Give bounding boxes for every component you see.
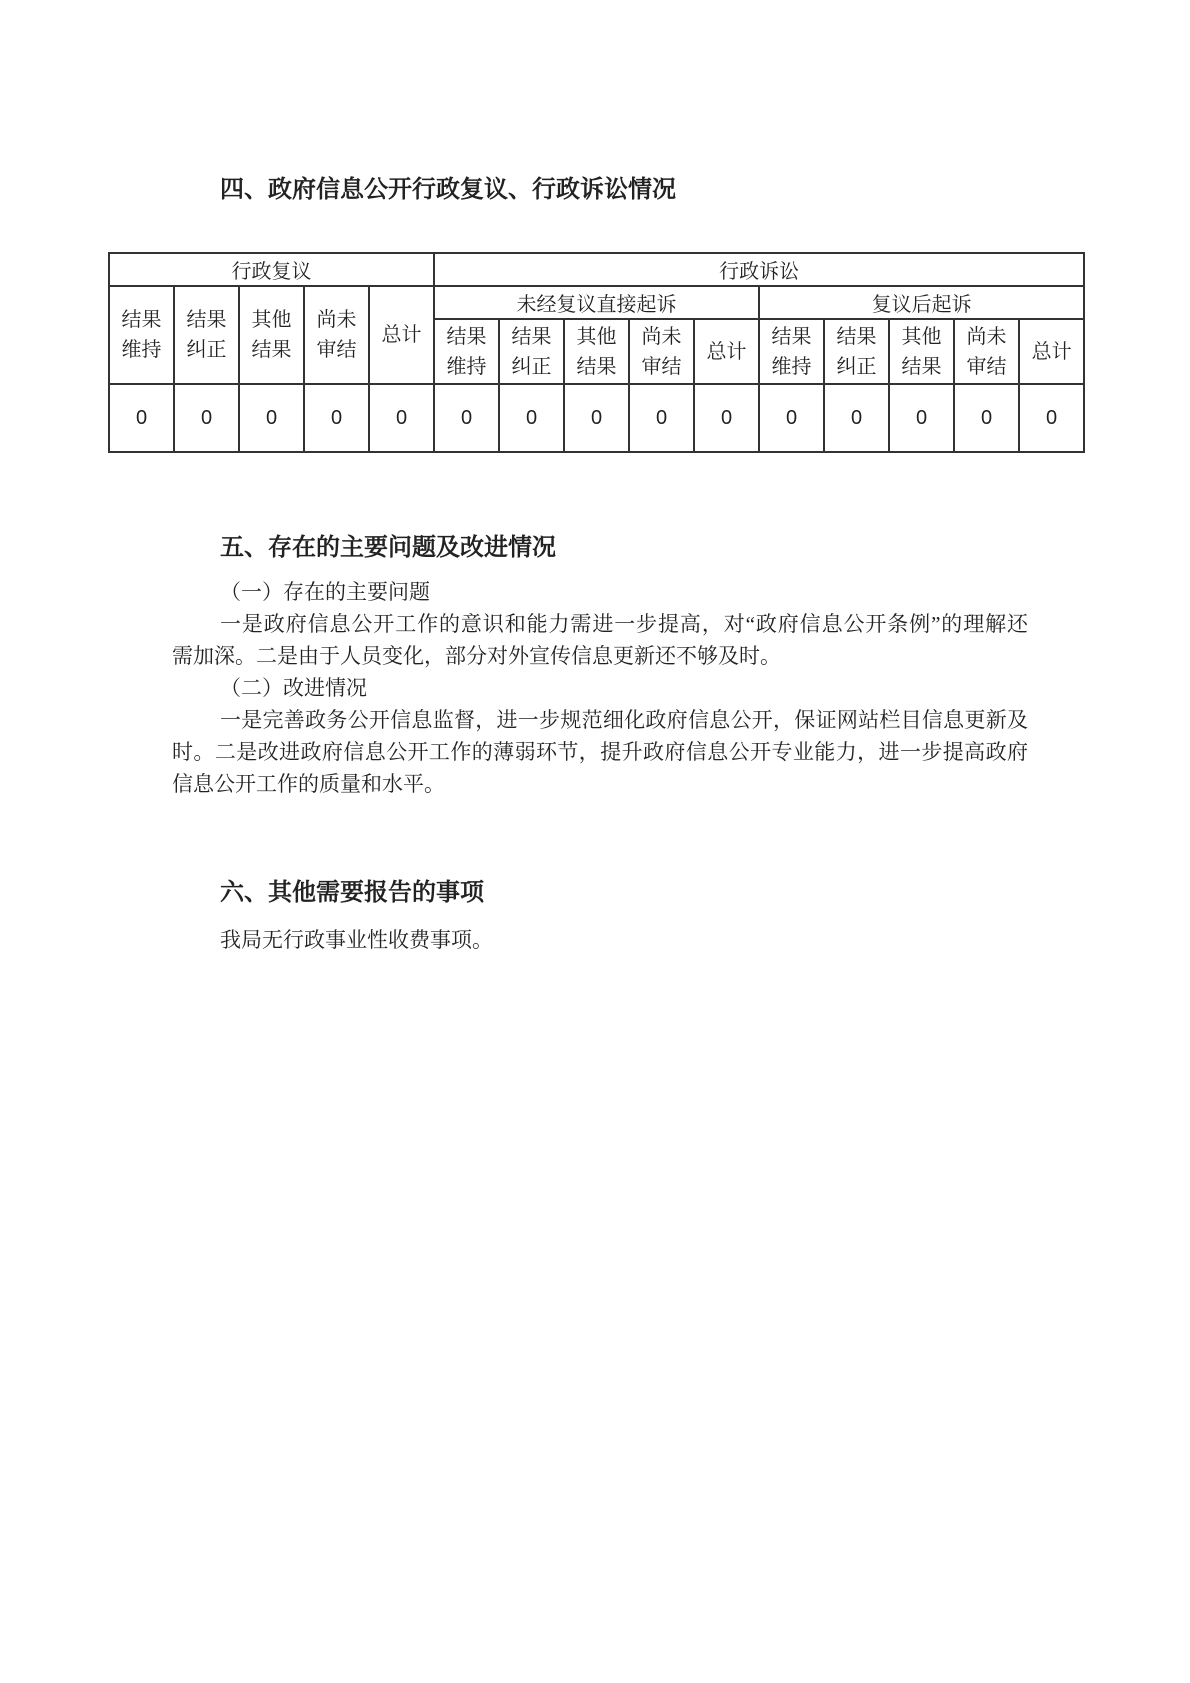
after-review-col-header [759, 319, 824, 384]
col-header-line: 维持 [771, 355, 812, 378]
table-header-row [109, 253, 1084, 286]
table-header-row [109, 286, 1084, 319]
review-col-header [109, 286, 174, 384]
value-cell: 0 [1019, 384, 1084, 452]
section6-heading: 六、其他需要报告的事项 [220, 880, 484, 906]
after-review-col-header [824, 319, 889, 384]
value-cell: 0 [304, 384, 369, 452]
col-header-line: 结果 [836, 325, 877, 348]
value-cell: 0 [564, 384, 629, 452]
col-header-line: 审结 [966, 355, 1007, 378]
suit-after-review-header: 复议后起诉 [759, 286, 1084, 319]
section6-paragraph: 我局无行政事业性收费事项。 [220, 928, 493, 952]
col-header-line: 尚未 [316, 309, 357, 331]
col-header-line: 纠正 [511, 355, 552, 378]
paragraph-line: 一是完善政务公开信息监督，进一步规范细化政府信息公开，保证网站栏目信息更新及 [220, 708, 1028, 732]
col-header-line: 总计 [381, 324, 422, 346]
col-header-line: 其他 [901, 325, 942, 348]
value-cell: 0 [109, 384, 174, 452]
direct-col-header [499, 319, 564, 384]
col-header-line: 尚未 [966, 325, 1007, 348]
col-header-line: 结果 [771, 325, 812, 348]
col-header-line: 其他 [576, 325, 617, 348]
col-header-line: 结果 [511, 325, 552, 348]
problems-subheading: （一）存在的主要问题 [220, 580, 430, 604]
value-cell: 0 [824, 384, 889, 452]
col-header-line: 结果 [446, 325, 487, 348]
review-col-header [304, 286, 369, 384]
admin-review-header: 行政复议 [109, 253, 434, 286]
value-cell: 0 [369, 384, 434, 452]
after-review-col-header [889, 319, 954, 384]
value-cell: 0 [759, 384, 824, 452]
after-review-col-header [954, 319, 1019, 384]
section5-body [172, 576, 1028, 800]
paragraph-line: 一是政府信息公开工作的意识和能力需进一步提高，对“政府信息公开条例”的理解还 [220, 612, 1028, 636]
review-col-header [369, 286, 434, 384]
admin-litigation-header: 行政诉讼 [434, 253, 1084, 286]
table-value-row [109, 384, 1084, 452]
direct-col-header [434, 319, 499, 384]
value-cell: 0 [889, 384, 954, 452]
section5-heading: 五、存在的主要问题及改进情况 [220, 535, 556, 561]
paragraph-line: 需加深。二是由于人员变化，部分对外宣传信息更新还不够及时。 [172, 644, 781, 668]
col-header-line: 结果 [186, 309, 227, 331]
value-cell: 0 [694, 384, 759, 452]
col-header-line: 结果 [901, 355, 942, 378]
value-cell: 0 [499, 384, 564, 452]
review-litigation-table [108, 252, 1085, 453]
col-header-line: 结果 [251, 339, 292, 361]
col-header-line: 维持 [446, 355, 487, 378]
direct-col-header [564, 319, 629, 384]
col-header-line: 总计 [706, 340, 747, 363]
value-cell: 0 [174, 384, 239, 452]
improvements-subheading: （二）改进情况 [220, 676, 367, 700]
col-header-line: 结果 [121, 309, 162, 331]
col-header-line: 维持 [121, 339, 162, 361]
col-header-line: 纠正 [186, 339, 227, 361]
col-header-line: 审结 [316, 339, 357, 361]
value-cell: 0 [239, 384, 304, 452]
col-header-line: 其他 [251, 309, 292, 331]
col-header-line: 纠正 [836, 355, 877, 378]
direct-col-header [629, 319, 694, 384]
paragraph-line: 时。二是改进政府信息公开工作的薄弱环节，提升政府信息公开专业能力，进一步提高政府 [172, 740, 1028, 764]
value-cell: 0 [434, 384, 499, 452]
review-col-header [239, 286, 304, 384]
paragraph-line: 信息公开工作的质量和水平。 [172, 772, 445, 796]
review-col-header [174, 286, 239, 384]
col-header-line: 总计 [1031, 340, 1072, 363]
col-header-line: 尚未 [641, 325, 682, 348]
col-header-line: 结果 [576, 355, 617, 378]
section6-body [172, 924, 1028, 956]
after-review-col-header [1019, 319, 1084, 384]
value-cell: 0 [954, 384, 1019, 452]
direct-col-header [694, 319, 759, 384]
section4-heading: 四、政府信息公开行政复议、行政诉讼情况 [220, 177, 676, 203]
col-header-line: 审结 [641, 355, 682, 378]
direct-suit-header: 未经复议直接起诉 [434, 286, 759, 319]
value-cell: 0 [629, 384, 694, 452]
